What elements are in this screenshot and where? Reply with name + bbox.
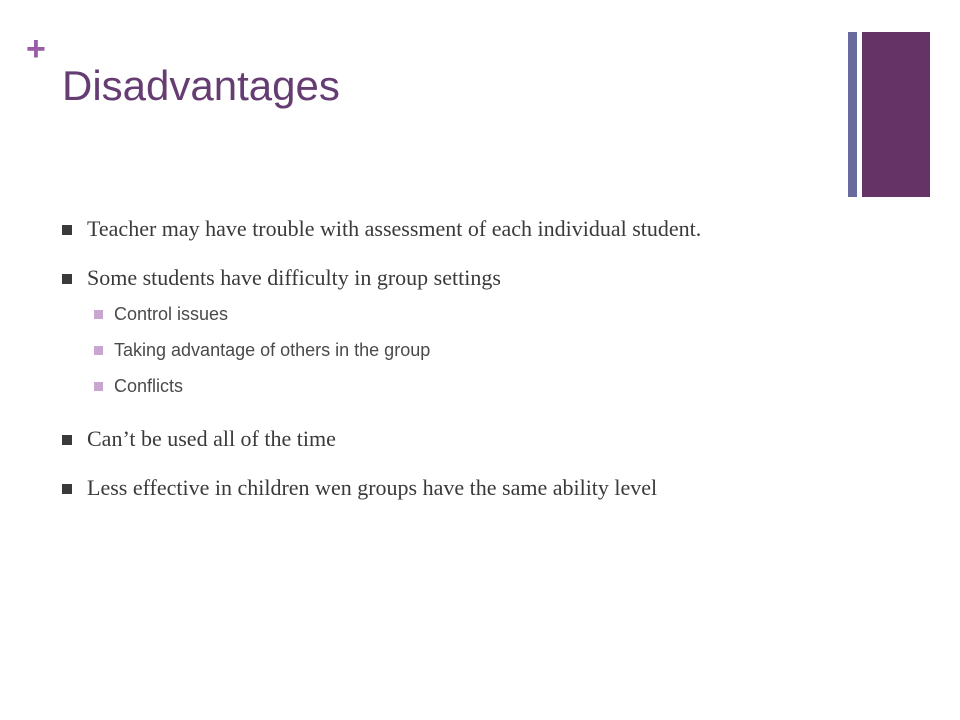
sub-bullet-text: Control issues (114, 304, 229, 324)
sub-bullet-item (94, 332, 822, 368)
bullet-list (62, 214, 822, 502)
bullet-marker (62, 274, 72, 284)
sub-bullet-item (94, 296, 822, 332)
sub-bullet-text: Taking advantage of others in the group (114, 340, 431, 360)
bullet-text: Less effective in children wen groups have the same ability level (87, 475, 658, 500)
bullet-marker (62, 225, 72, 235)
bullet-text: Some students have difficulty in group settings (87, 265, 501, 290)
bullet-item (62, 214, 822, 243)
sub-bullet-item (94, 368, 822, 404)
bullet-marker (62, 435, 72, 445)
sub-bullet-marker (94, 346, 103, 355)
accent-bar-thin (848, 32, 857, 197)
sub-bullet-marker (94, 310, 103, 319)
plus-icon: + (26, 30, 46, 68)
bullet-item (62, 263, 822, 292)
bullet-marker (62, 484, 72, 494)
accent-bar-thick (862, 32, 930, 197)
sub-bullet-marker (94, 382, 103, 391)
bullet-text: Can’t be used all of the time (87, 426, 336, 451)
sub-bullet-text: Conflicts (114, 376, 184, 396)
bullet-text: Teacher may have trouble with assessment of each individual student. (87, 216, 702, 241)
slide-title: Disadvantages (62, 62, 340, 109)
bullet-item (62, 473, 822, 502)
sub-bullet-list (94, 296, 822, 404)
bullet-item (62, 424, 822, 453)
